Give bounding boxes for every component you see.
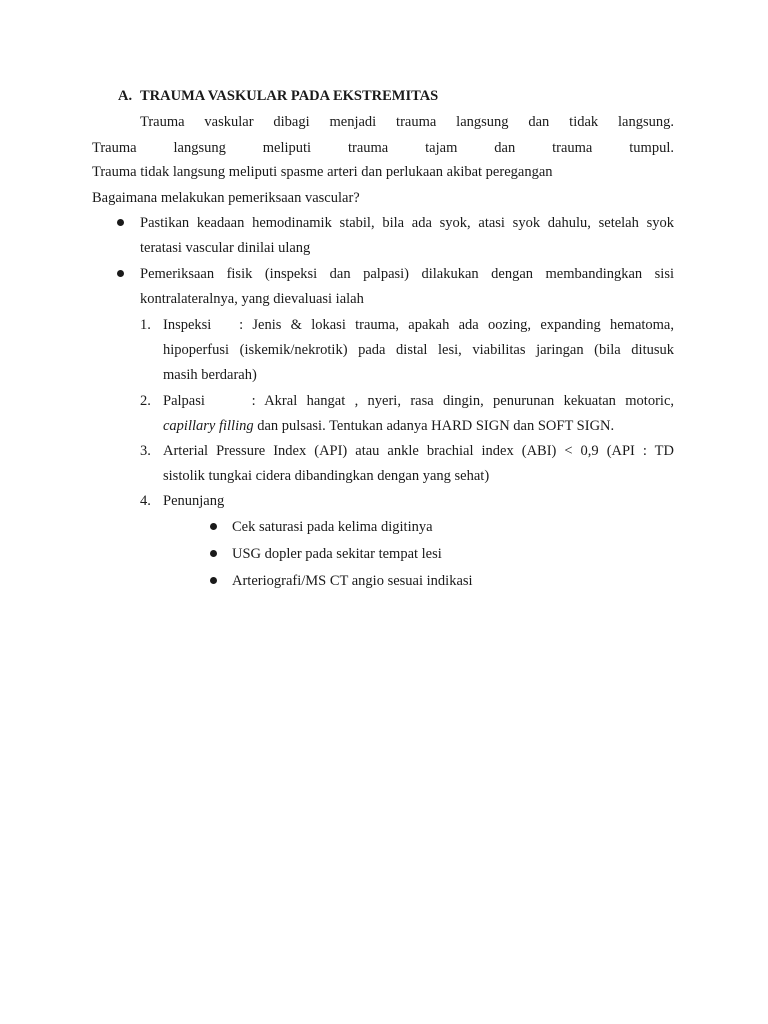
palpasi-line-2: [163, 416, 614, 436]
bullet-marker: [117, 270, 124, 277]
section-title: TRAUMA VASKULAR PADA EKSTREMITAS: [140, 88, 439, 104]
section-number: A.: [118, 88, 133, 104]
intro-line-1: Trauma vaskular dibagi menjadi trauma langsung dan tidak langsung.: [140, 114, 674, 130]
bullet-marker: [210, 577, 217, 584]
sub-item-3: Arteriografi/MS CT angio sesuai indikasi: [232, 573, 473, 589]
bullet-marker: [210, 550, 217, 557]
palpasi-line-2-rest: dan pulsasi. Tentukan adanya HARD SIGN dan SOFT SIGN.: [253, 418, 615, 434]
sub-item-2: USG dopler pada sekitar tempat lesi: [232, 546, 442, 562]
inspeksi-line-2: hipoperfusi (iskemik/nekrotik) pada distal lesi, viabilitas jaringan (bila ditusuk: [163, 342, 674, 358]
intro-line-2: Trauma langsung meliputi trauma tajam dan trauma tumpul.: [92, 140, 674, 156]
bullet-marker: [117, 219, 124, 226]
palpasi-line-1: Palpasi : Akral hangat , nyeri, rasa dingin, penurunan kekuatan motoric,: [163, 393, 674, 409]
list-number: 4.: [140, 493, 151, 509]
bullet-marker: [210, 523, 217, 530]
capillary-filling-italic: capillary filling: [163, 418, 254, 434]
bullet-1-line-2: teratasi vascular dinilai ulang: [140, 240, 311, 256]
api-line-2: sistolik tungkai cidera dibandingkan dengan yang sehat): [163, 468, 490, 484]
intro-line-3: Trauma tidak langsung meliputi spasme arteri dan perlukaan akibat peregangan: [92, 164, 553, 180]
list-number: 3.: [140, 443, 151, 459]
inspeksi-line-1: Inspeksi : Jenis & lokasi trauma, apakah ada oozing, expanding hematoma,: [163, 317, 674, 333]
api-line-1: Arterial Pressure Index (API) atau ankle brachial index (ABI) < 0,9 (API : TD: [163, 443, 674, 459]
question-text: Bagaimana melakukan pemeriksaan vascular?: [92, 190, 360, 206]
sub-item-1: Cek saturasi pada kelima digitinya: [232, 519, 433, 535]
inspeksi-line-3: masih berdarah): [163, 367, 257, 383]
bullet-1-line-1: Pastikan keadaan hemodinamik stabil, bila ada syok, atasi syok dahulu, setelah syok: [140, 215, 674, 231]
list-number: 1.: [140, 317, 151, 333]
bullet-2-line-2: kontralateralnya, yang dievaluasi ialah: [140, 291, 364, 307]
list-number: 2.: [140, 393, 151, 409]
penunjang-label: Penunjang: [163, 493, 225, 509]
bullet-2-line-1: Pemeriksaan fisik (inspeksi dan palpasi) dilakukan dengan membandingkan sisi: [140, 266, 674, 282]
